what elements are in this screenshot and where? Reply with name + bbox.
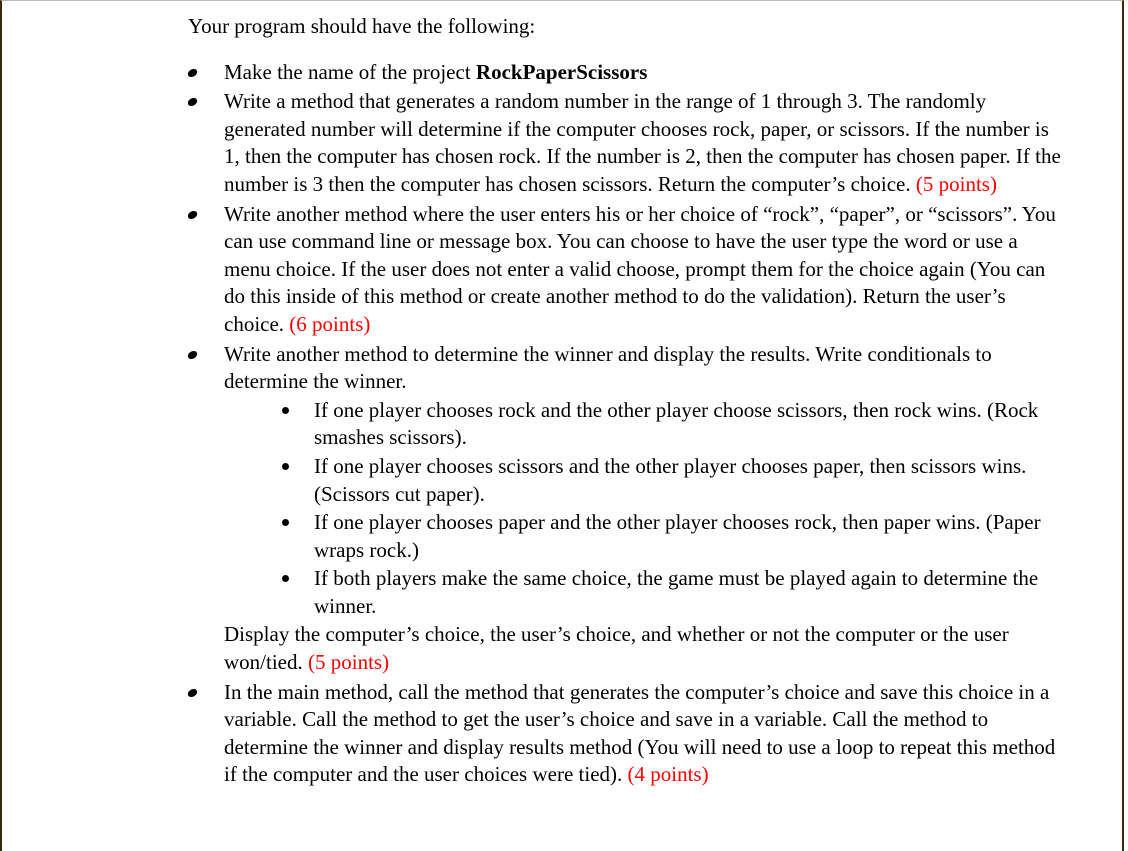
points-label: (5 points)	[308, 650, 390, 675]
list-item	[188, 341, 1068, 677]
list-item	[188, 88, 1068, 198]
sub-item-text: If one player chooses scissors and the other player chooses paper, then scissors wins. (Scissors cut paper).	[314, 453, 1027, 506]
sub-item-text: If both players make the same choice, the game must be played again to determine the winner.	[314, 566, 1039, 618]
sub-item-text: If one player chooses rock and the other player choose scissors, then rock wins. (Rock smashes scissors).	[314, 397, 1039, 450]
winner-rules-list	[224, 397, 1068, 621]
bullet-icon	[187, 98, 199, 106]
bullet-icon	[187, 211, 199, 219]
bullet-icon	[187, 689, 199, 697]
bullet-icon	[187, 69, 199, 77]
points-label: (6 points)	[289, 311, 371, 336]
item-text: Write another method where the user enters his or her choice of “rock”, “paper”, or “scissors”. You can use command line or message box. You can choose to have the user type the word or use a menu choice. If the user does not enter a valid choose, prompt them for the choice again (You can do this inside of this method or create another method to do the validation). Return the user’s choice.	[224, 201, 1056, 336]
item-text: Write a method that generates a random number in the range of 1 through 3. The randomly generated number will determine if the computer chooses rock, paper, or scissors. If the number is 1, then the computer has chosen rock. If the number is 2, then the computer has chosen paper. If the number is 3 then the computer has chosen scissors. Return the computer’s choice.	[224, 89, 1061, 196]
bullet-icon	[187, 351, 199, 359]
list-item	[188, 201, 1068, 339]
list-item	[188, 679, 1068, 789]
sub-list-item	[224, 453, 1068, 508]
item-text: In the main method, call the method that generates the computer’s choice and save this choice in a variable. Call the method to get the user’s choice and save in a variable. Call the method to determine the winner and display results method (You will need to use a loop to repeat this method if the computer and the user choices were tied).	[224, 679, 1056, 787]
sub-list-item	[224, 565, 1068, 620]
intro-line: Your program should have the following:	[188, 14, 536, 38]
assignment-text	[188, 13, 1068, 791]
points-label: (5 points)	[915, 171, 997, 196]
sub-bullet-icon	[282, 407, 289, 414]
display-results-text: Display the computer’s choice, the user’s choice, and whether or not the computer or the user won/tied.	[224, 622, 1009, 675]
sub-bullet-icon	[282, 519, 289, 526]
sub-item-text: If one player chooses paper and the other player chooses rock, then paper wins. (Paper wraps rock.)	[314, 510, 1041, 562]
sub-bullet-icon	[282, 463, 289, 470]
sub-bullet-icon	[282, 575, 289, 582]
sub-list-item	[224, 397, 1068, 452]
item-text: Make the name of the project	[224, 59, 476, 84]
points-label: (4 points)	[627, 762, 709, 787]
item-text: Write another method to determine the winner and display the results. Write conditionals to determine the winner.	[224, 341, 992, 394]
project-name: RockPaperScissors	[475, 59, 648, 84]
requirements-list	[188, 59, 1068, 789]
list-item	[188, 59, 1068, 87]
sub-list-item	[224, 509, 1068, 564]
